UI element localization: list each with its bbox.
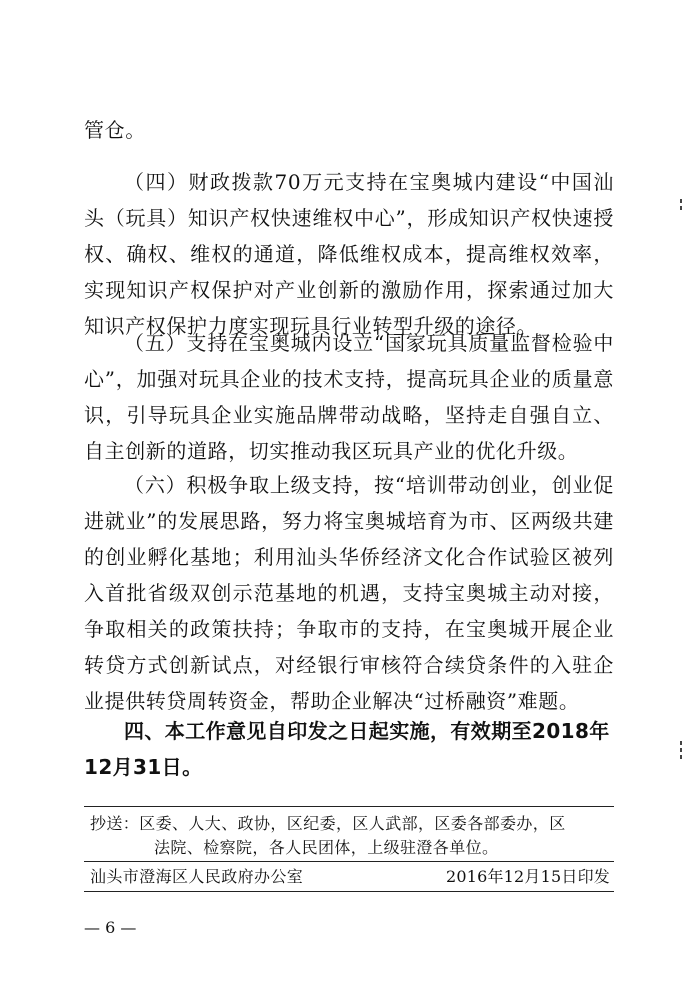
cc-list (90, 812, 610, 860)
binding-mark (680, 741, 682, 745)
footer-rule-middle (84, 861, 614, 862)
paragraph-effective-date: 四、本工作意见自印发之日起实施，有效期至2018年12月31日。 (84, 719, 610, 779)
footer-rule-bottom (84, 891, 614, 892)
issue-date: 2016年12月15日印发 (445, 867, 610, 886)
cc-line: 法院、检察院，各人民团体，上级驻澄各单位。 (154, 838, 499, 857)
paragraph-item-5: （五）支持在宝奥城内设立“国家玩具质量监督检验中心”，加强对玩具企业的技术支持，提高玩具企业的质量意识，引导玩具企业实施品牌带动战略，坚持走自强自立、自主创新的道路，切实推动我区玩具产业的优化升级。 (84, 331, 614, 463)
page-number: — 6 — (84, 918, 137, 937)
binding-mark (680, 748, 682, 752)
paragraph-item-6: （六）积极争取上级支持，按“培训带动创业，创业促进就业”的发展思路，努力将宝奥城培育为市、区两级共建的创业孵化基地；利用汕头华侨经济文化合作试验区被列入首批省级双创示范基地的机遇，支持宝奥城主动对接，争取相关的政策扶持；争取市的支持，在宝奥城开展企业转贷方式创新试点，对经银行审核符合续贷条件的入驻企业提供转贷周转资金，帮助企业解决“过桥融资”难题。 (84, 473, 614, 713)
binding-marks (676, 196, 686, 213)
issuing-office: 汕头市澄海区人民政府办公室 (90, 867, 304, 886)
cc-line: 抄送：区委、人大、政协，区纪委，区人武部，区委各部委办，区 (90, 814, 566, 833)
binding-marks (676, 738, 686, 762)
paragraph-item-4: （四）财政拨款70万元支持在宝奥城内建设“中国汕头（玩具）知识产权快速维权中心”，形成知识产权快速授权、确权、维权的通道，降低维权成本，提高维权效率，实现知识产权保护对产业创新的激励作用，探索通过加大知识产权保护力度实现玩具行业转型升级的途径。 (84, 170, 614, 338)
binding-mark (680, 755, 682, 759)
binding-mark (680, 199, 682, 203)
paragraph-continuation: 管仓。 (84, 118, 146, 142)
binding-mark (680, 206, 682, 210)
footer-rule-top (84, 806, 614, 807)
